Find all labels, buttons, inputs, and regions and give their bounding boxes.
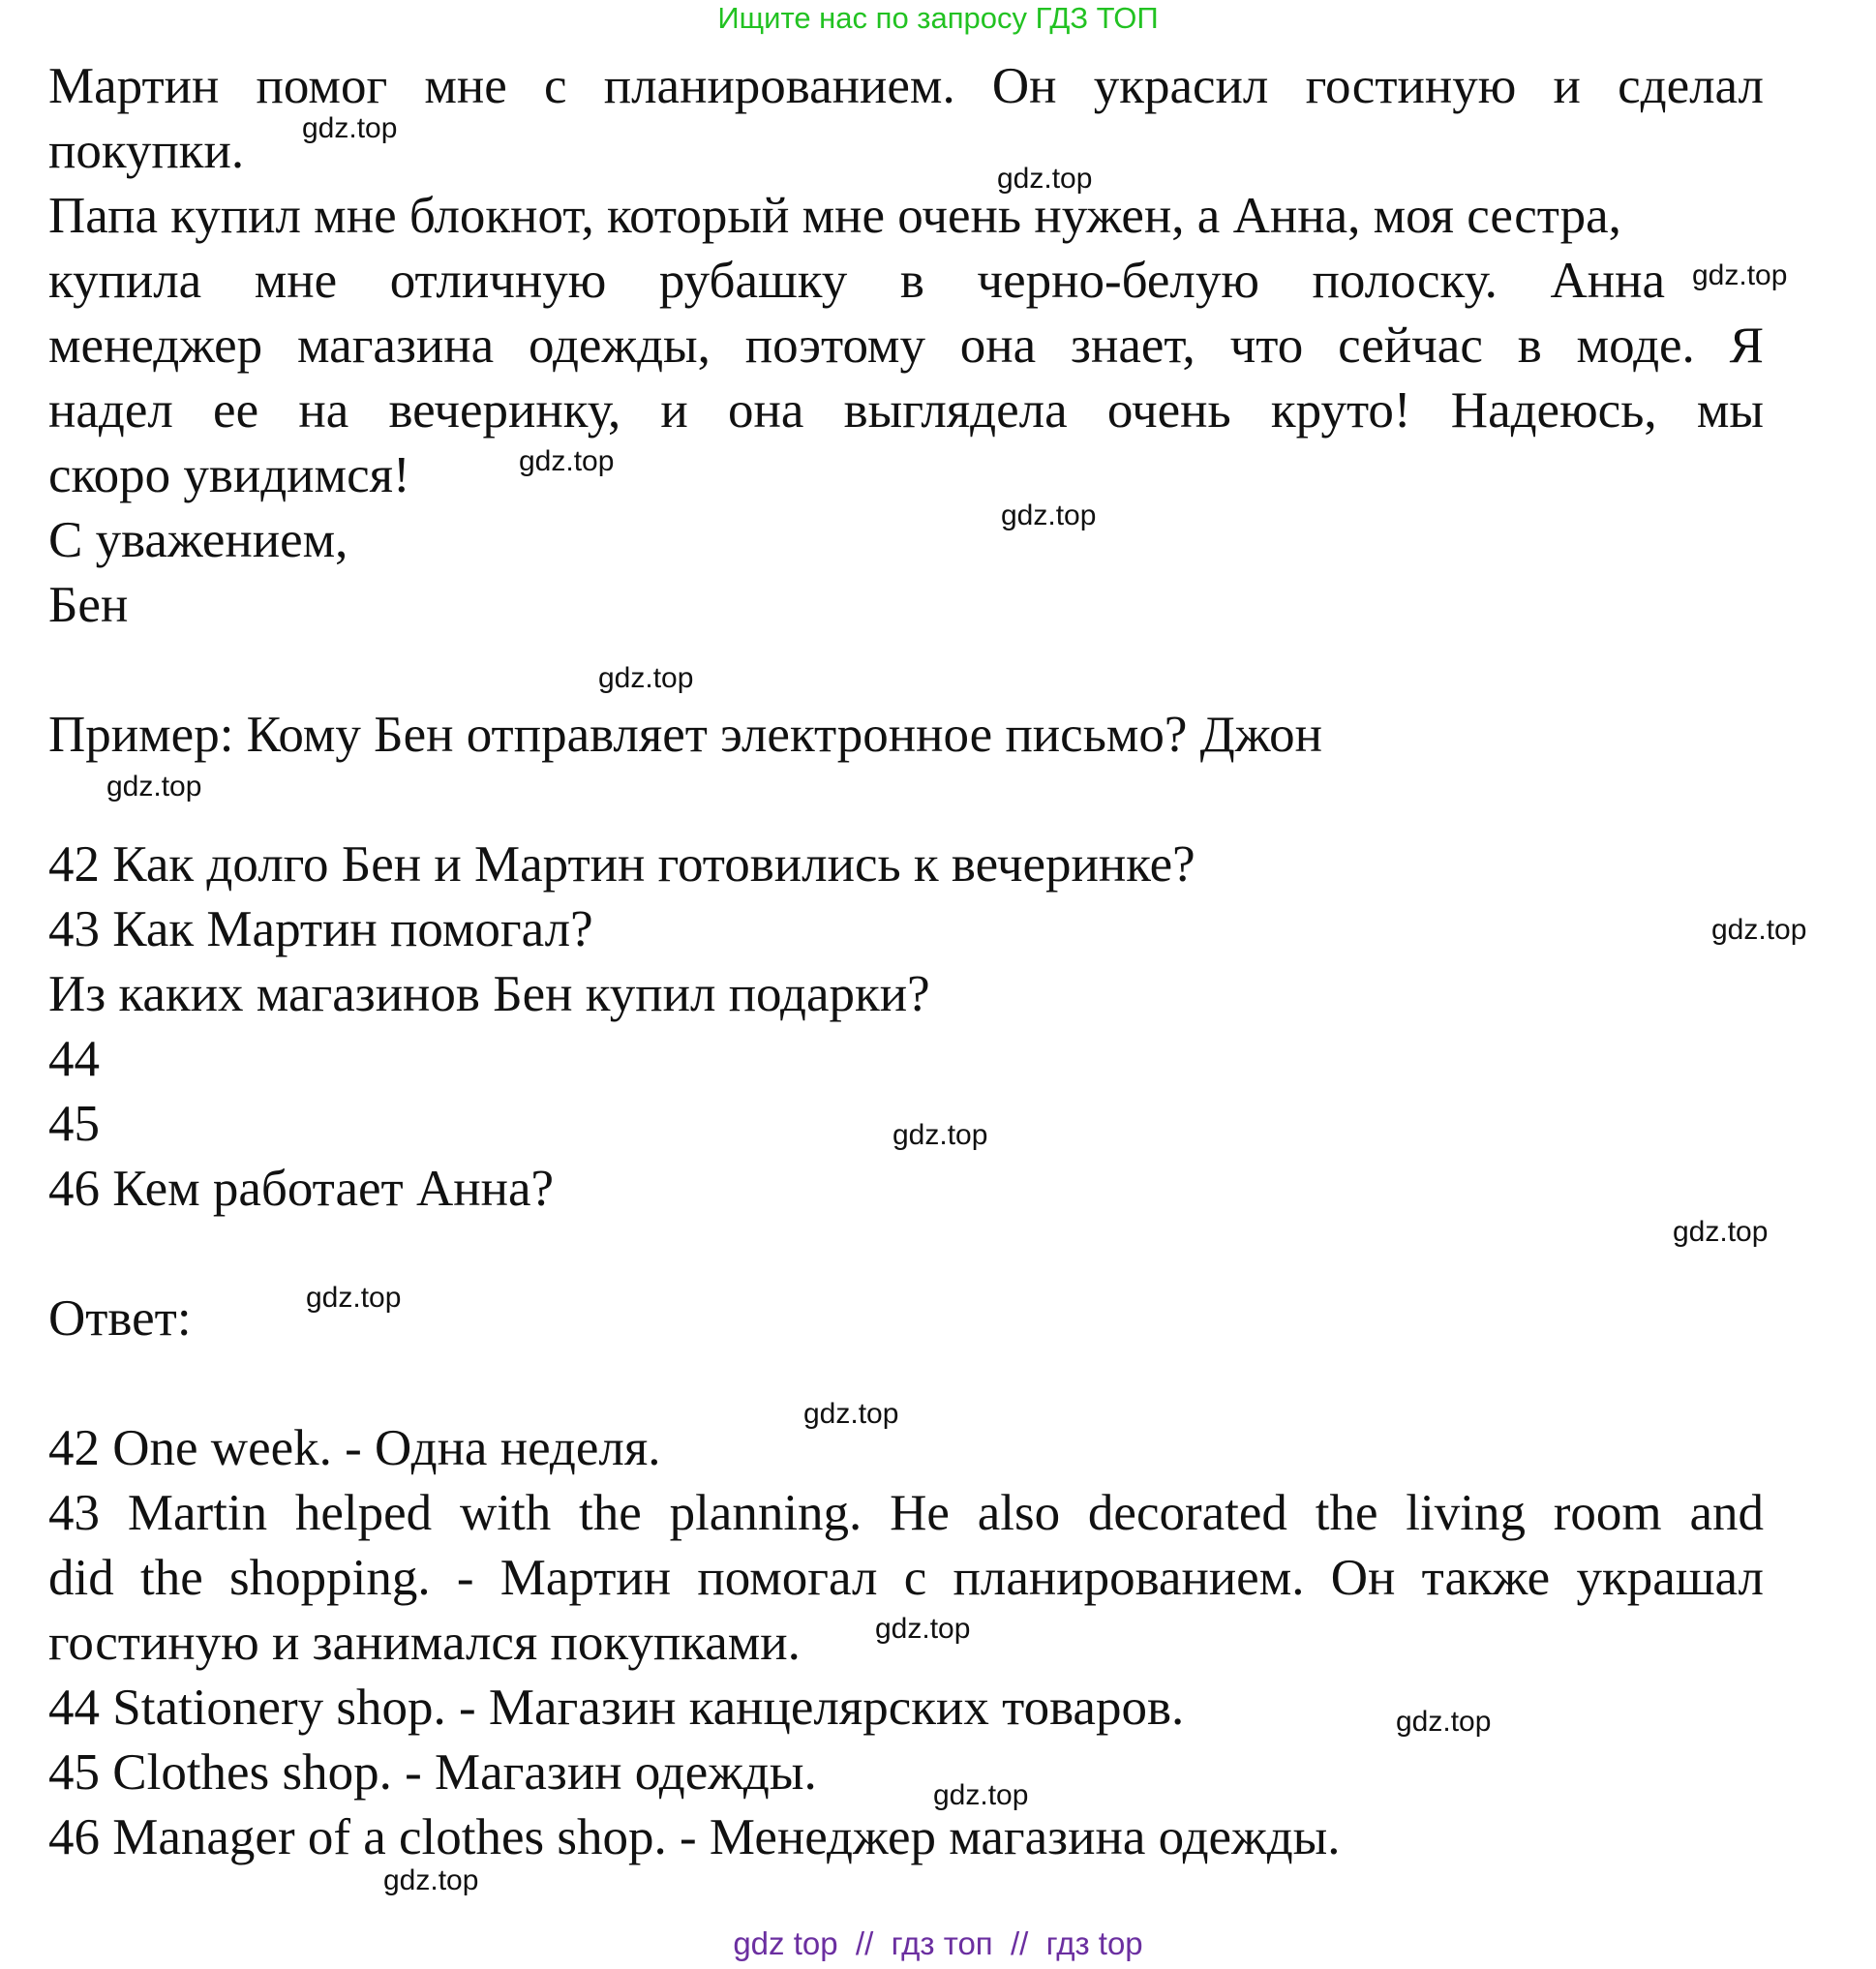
question-line: 42 Как долго Бен и Мартин готовились к вечеринке? — [48, 836, 1195, 893]
watermark-text: gdz.top — [1396, 1706, 1492, 1738]
spacer — [48, 638, 1764, 703]
watermark-text: gdz.top — [1673, 1216, 1769, 1248]
watermark-text: gdz.top — [803, 1398, 899, 1430]
answer-line: 43 Martin helped with the planning. He also decorated the living room and — [48, 1485, 1764, 1541]
spacer — [48, 1222, 1764, 1287]
watermark-text: gdz.top — [302, 112, 398, 144]
search-banner: Ищите нас по запросу ГДЗ ТОП — [717, 1, 1159, 35]
letter-line: надел ее на вечеринку, и она выглядела очень круто! Надеюсь, мы — [48, 382, 1764, 439]
answer-line: 42 One week. - Одна неделя. — [48, 1420, 661, 1476]
question-line: 44 — [48, 1031, 100, 1087]
letter-closing: С уважением, — [48, 512, 348, 568]
watermark-text: gdz.top — [1692, 259, 1788, 291]
letter-line-wrap — [48, 249, 1665, 314]
watermark-text: gdz.top — [933, 1779, 1029, 1811]
question-line: 46 Кем работает Анна? — [48, 1161, 555, 1217]
watermark-text: gdz.top — [306, 1282, 402, 1314]
question-line: 45 — [48, 1096, 100, 1152]
letter-line: Мартин помог мне с планированием. Он украсил гостиную и сделал — [48, 58, 1764, 114]
letter-line: Папа купил мне блокнот, который мне очень нужен, а Анна, моя сестра, — [48, 188, 1621, 244]
letter-line: купила мне отличную рубашку в черно-белую полоску. Анна — [48, 253, 1665, 309]
watermark-text: gdz.top — [106, 771, 202, 803]
answer-line: гостиную и занимался покупками. — [48, 1615, 801, 1671]
answer-line: did the shopping. - Мартин помогал с планированием. Он также украшал — [48, 1550, 1764, 1606]
watermark-text: gdz.top — [383, 1864, 479, 1896]
watermark-text: gdz.top — [519, 445, 615, 477]
letter-line: скоро увидимся! — [48, 447, 410, 503]
example-line: Пример: Кому Бен отправляет электронное письмо? Джон — [48, 707, 1322, 763]
answer-line: 45 Clothes shop. - Магазин одежды. — [48, 1744, 817, 1801]
letter-line: покупки. — [48, 123, 245, 179]
spacer — [48, 768, 1764, 833]
watermark-text: gdz.top — [997, 163, 1093, 195]
spacer — [48, 1351, 1764, 1416]
letter-line: менеджер магазина одежды, поэтому она знает, что сейчас в моде. Я — [48, 318, 1764, 374]
letter-signature: Бен — [48, 577, 129, 633]
watermark-text: gdz.top — [598, 662, 694, 694]
document-body — [48, 54, 1764, 1870]
watermark-text: gdz.top — [1001, 500, 1097, 531]
watermark-text: gdz.top — [893, 1119, 988, 1151]
footer-links: gdz top // гдз топ // гдз top — [733, 1925, 1143, 1961]
answer-label: Ответ: — [48, 1290, 192, 1347]
answer-line: 46 Manager of a clothes shop. - Менеджер магазина одежды. — [48, 1809, 1341, 1865]
answer-line: 44 Stationery shop. - Магазин канцелярских товаров. — [48, 1680, 1185, 1736]
watermark-text: gdz.top — [1711, 914, 1807, 946]
question-heading: Из каких магазинов Бен купил подарки? — [48, 966, 930, 1022]
question-line: 43 Как Мартин помогал? — [48, 901, 593, 957]
watermark-text: gdz.top — [875, 1613, 971, 1645]
